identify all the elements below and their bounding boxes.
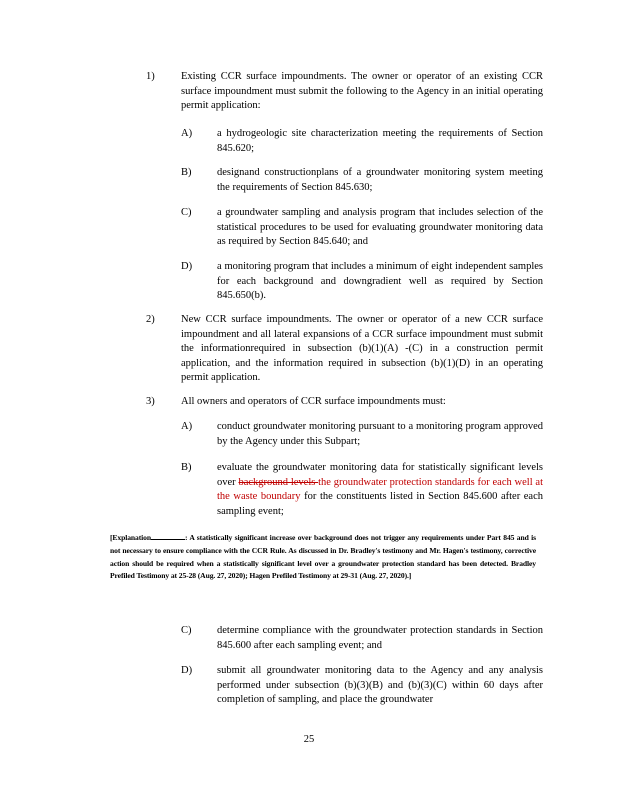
item-text: Existing CCR surface impoundments. The owner or operator of an existing CCR surface impoundment must submit the following to the Agency in an initial operating permit application:	[181, 71, 543, 112]
item-text: New CCR surface impoundments. The owner or operator of a new CCR surface impoundment and all lateral expansions of a CCR surface impoundment must submit the informationrequired in subsection (b)(1)(A) -(C) in a construction permit application, and the information required in subsection (b)(1)(D) in an operating permit application.	[181, 314, 543, 384]
item-number: D)	[181, 261, 193, 272]
explanation-blank	[151, 531, 185, 540]
item-number: C)	[181, 207, 192, 218]
struck-text: background levels	[238, 476, 319, 488]
text-after: for the constituents listed in Section 845.600 after each sampling event;	[217, 491, 543, 517]
inserted-text: the groundwater protection standards for each well at the waste boundary	[217, 476, 543, 503]
item-number: 2)	[146, 314, 155, 325]
item-number: C)	[181, 625, 192, 636]
item-number: 3)	[146, 396, 155, 407]
item-number: 1)	[146, 71, 155, 82]
text-before: evaluate the groundwater monitoring data for statistically significant levels over	[217, 462, 543, 488]
page-number: 25	[303, 734, 315, 745]
item-text: a hydrogeologic site characterization meeting the requirements of Section 845.620;	[217, 128, 543, 154]
item-number: A)	[181, 421, 193, 432]
explanation-note	[110, 531, 536, 583]
item-text: designand constructionplans of a groundwater monitoring system meeting the requirements of Section 845.630;	[217, 167, 543, 193]
item-text: a groundwater sampling and analysis program that includes selection of the statistical procedures to be used for evaluating groundwater monitoring data as required by Section 845.640; and	[217, 207, 543, 248]
item-text: a monitoring program that includes a minimum of eight independent samples for each background and downgradient well as required by Section 845.650(b).	[217, 261, 543, 302]
item-text: submit all groundwater monitoring data to the Agency and any analysis performed under subsection (b)(3)(B) and (b)(3)(C) within 60 days after completion of sampling, and place the groundwater	[217, 665, 543, 706]
explanation-text: : A statistically significant increase over background does not trigger any requirements under Part 845 and is not necessary to ensure compliance with the CCR Rule. As discussed in Dr. Bradley's testimony and Mr. Hagen's testimony, corrective action should be required when a statistically significant level over a groundwater protection standard has been detected. Bradley Prefiled Testimony at 25-28 (Aug. 27, 2020); Hagen Prefiled Testimony at 29-31 (Aug. 27, 2020).]	[110, 533, 536, 581]
explanation-lead: [Explanation	[110, 533, 151, 542]
item-text: All owners and operators of CCR surface impoundments must:	[181, 396, 446, 407]
item-text: determine compliance with the groundwater protection standards in Section 845.600 after each sampling event; and	[217, 625, 543, 651]
item-number: B)	[181, 167, 192, 178]
item-number: D)	[181, 665, 193, 676]
item-number: A)	[181, 128, 193, 139]
item-number: B)	[181, 462, 192, 473]
item-text	[217, 461, 543, 519]
item-text: conduct groundwater monitoring pursuant to a monitoring program approved by the Agency under this Subpart;	[217, 421, 543, 447]
